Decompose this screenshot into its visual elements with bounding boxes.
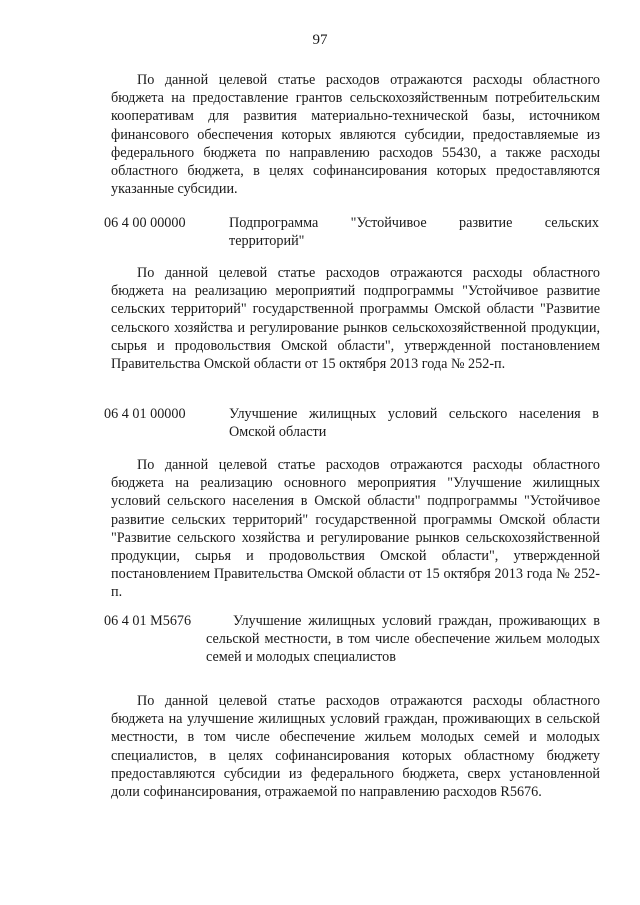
- paragraph-housing-rural: По данной целевой статье расходов отражаются расходы областного бюджета на реализацию основного мероприятия "Улучшение жилищных условий сельского населения в Омской области" подпрограммы "Устойчивое развитие сельских территорий" государственной программы Омской области "Развитие сельского хозяйства и регулирование рынков сельскохозяйственной продукции, сырья и продовольствия Омской области", утвержденной постановлением Правительства Омской области от 15 октября 2013 года № 252-п.: [111, 457, 600, 601]
- page-number: 97: [312, 32, 328, 48]
- paragraph-grants: По данной целевой статье расходов отражаются расходы областного бюджета на предоставление грантов сельскохозяйственным потребительским кооперативам для развития материально-технической базы, источником финансового обеспечения которых являются субсидии, предоставляемые из федерального бюджета по направлению расходов 55430, а также расходы областного бюджета, в целях софинансирования которых предоставляются указанные субсидии.: [111, 72, 600, 198]
- heading-subprogram-rural: Подпрограмма "Устойчивое развитие сельских территорий": [229, 215, 599, 250]
- heading-housing-citizens: Улучшение жилищных условий граждан, проживающих в сельской местности, в том числе обеспечение жильем молодых семей и молодых специалистов: [206, 613, 600, 666]
- paragraph-housing-citizens: По данной целевой статье расходов отражаются расходы областного бюджета на улучшение жилищных условий граждан, проживающих в сельской местности, в том числе обеспечение жильем молодых семей и молодых специалистов, в целях софинансирования которых областному бюджету предоставляются субсидии из федерального бюджета, сверх установленной доли софинансирования, отражаемой по направлению расходов R5676.: [111, 693, 600, 801]
- paragraph-subprogram-rural: По данной целевой статье расходов отражаются расходы областного бюджета на реализацию мероприятий подпрограммы "Устойчивое развитие сельских территорий" государственной программы Омской области "Развитие сельского хозяйства и регулирование рынков сельскохозяйственной продукции, сырья и продовольствия Омской области", утвержденной постановлением Правительства Омской области от 15 октября 2013 года № 252-п.: [111, 265, 600, 373]
- budget-code-06-4-01-M5676: 06 4 01 M5676: [104, 613, 192, 629]
- heading-housing-rural: Улучшение жилищных условий сельского населения в Омской области: [229, 406, 599, 441]
- budget-code-06-4-00-00000: 06 4 00 00000: [104, 215, 186, 231]
- budget-code-06-4-01-00000: 06 4 01 00000: [104, 406, 186, 422]
